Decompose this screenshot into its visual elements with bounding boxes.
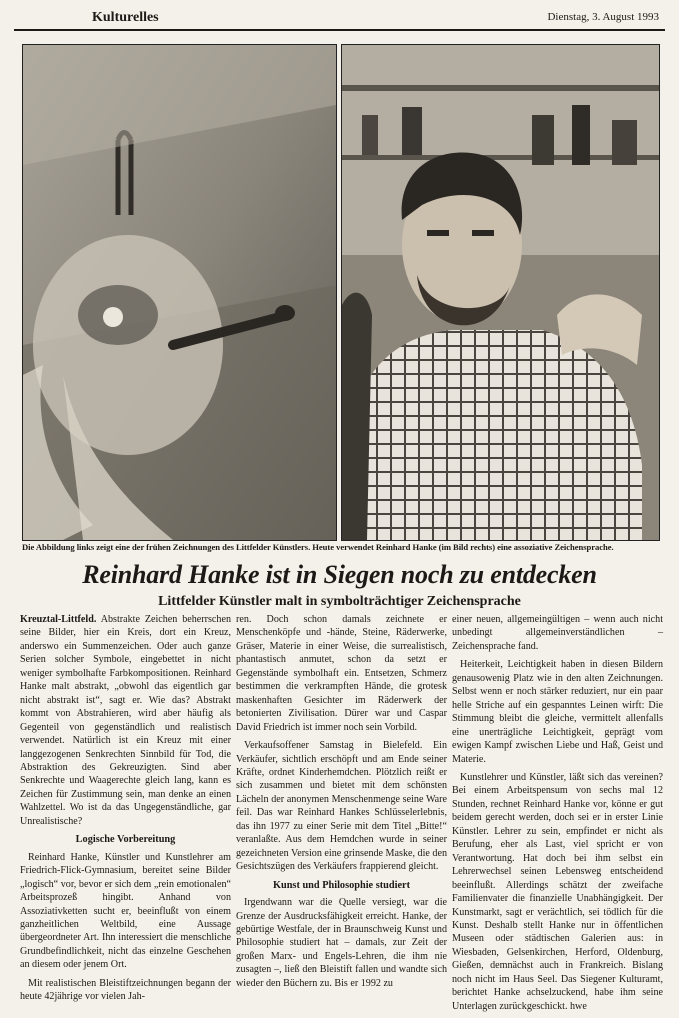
section-subheading: Kunst und Philosophie studiert	[272, 879, 411, 891]
article-subheadline: Littfelder Künstler malt in symbolträchtiger Zeichensprache	[158, 594, 521, 609]
article-paragraph: Mit realistischen Bleistiftzeichnungen begann der heute 42jährige vor vielen Jah-	[20, 977, 231, 1003]
article-column-1	[20, 613, 231, 1009]
page-header	[14, 6, 665, 30]
paragraph-text: Abstrakte Zeichen beherrschen seine Bilder, hier ein Kreis, dort ein Kreuz, anderswo ein Summenzeichen. Oder auch ganze Serien solcher Symbole, eingebettet in nicht weniger symbolhafte Farbkompositionen. Reinhard Hanke malt abstrakt, „obwohl das eigentlich gar nicht abstrakt ist“, sagt er. Wie das? Abstrakt kommt von Abstrahieren, wird aber häufig als Gegenteil von gegenständlich und realistisch verwendet. Natürlich ist ein Kreuz mit einer langgezogenen Senkrechten Sinnbild für Tod, die Abstraktion des Gekreuzigten. Sind aber Senkrechte und Waagerechte gleich lang, kann es Zeichen für Zustimmung sein, man denke an einen Wahlzettel. Wo ist da das Ungegenständliche, gar Unrealistische?	[20, 614, 231, 827]
article-paragraph: einer neuen, allgemeingültigen – wenn auch nicht unbedingt allgemeinverständlichen – Zeichensprache fand.	[452, 614, 663, 652]
drawing-figure-icon	[23, 45, 336, 540]
header-rule	[14, 29, 665, 31]
article-column-3	[452, 613, 663, 1018]
article-paragraph: Kunstlehrer und Künstler, läßt sich das vereinen? Bei einem Arbeitspensum von sechs mal 12 Stunden, rechnet Reinhard Hanke vor, könne er gut beidem gerecht werden, doch sei er in erster Linie Künstler. Lehrer zu sein, empfindet er nicht als Berufung, eher als Last, viel spricht er von Verantwortung. Hat doch bei ihm selbst ein Lehrerwechsel seinen Lebensweg entscheidend beeinflußt. Allerdings schätzt der zweifache Familienvater die finanzielle Unabhängigkeit. Der Kunstmarkt, sagt er verächtlich, sei tödlich für die Kunst. Deshalb stellt Hanke nur in öffentlichen Museen oder städtischen Galerien aus: in Wiesbaden, Gelsenkirchen, Herford, Oldenburg, Gießen, demnächst auch in Frankreich. Bislang noch nicht im Haus Seel. Das Siegener Kulturamt, berichtet Hanke achselzuckend, habe ihm seine Unterlagen zurückgeschickt. hwe	[452, 771, 663, 1012]
article-paragraph: Heiterkeit, Leichtigkeit haben in diesen Bildern genausowenig Platz wie in den alten Zeichnungen. Selbst wenn er noch stärker reduziert, nur ein paar helle Striche auf ein gespanntes Leinen wirft: Die Stimmung bleibt die gleiche, vermittelt allenfalls eine unerträgliche Leichtigkeit, geprägt vom ewigen Kampf zwischen Liebe und Haß, Geist und Materie.	[452, 659, 663, 765]
section-subheading: Logische Vorbereitung	[75, 834, 176, 846]
article-paragraph: Verkaufsoffener Samstag in Bielefeld. Ein Verkäufer, sichtlich erschöpft und am Ende seiner Kräfte, ordnet Kinderhemdchen. Plötzlich reißt er sich zusammen und bietet mit dem schönsten Lächeln der anonymen Menschenmenge seine Ware feil. Das war Reinhard Hankes Schlüsselerlebnis, das ihn 1977 zu einer Serie mit dem Titel „Bitte!“ veranlaßte. Aus dem Hemdchen wurde in seiner gezeichneten Version eine grinsende Maske, die den Gesichtszügen des Verkäufers frappierend gleicht.	[236, 740, 447, 873]
photo-caption: Die Abbildung links zeigt eine der frühen Zeichnungen des Littfelder Künstlers. Heute verwendet Reinhard Hanke (im Bild rechts) eine assoziative Zeichensprache.	[22, 542, 614, 552]
article-paragraph: Reinhard Hanke, Künstler und Kunstlehrer am Friedrich-Flick-Gymnasium, bereitet seine Bilder „logisch“ vor, bevor er sich dem „rein emotionalen“ Arbeitsprozeß hingibt. Anhand von Assoziativketten sucht er, beeinflußt von einem ganzheitlichen Weltbild, eine Aussage übergeordneter Art. Ihn interessiert die menschliche Grundbefindlichkeit, nicht das einzelne Geschehen an diesem oder jenem Ort.	[20, 851, 231, 971]
article-column-2	[236, 613, 447, 995]
article-paragraph: Irgendwann war die Quelle versiegt, war die Grenze der Ausdrucksfähigkeit erreicht. Hanke, der gebürtige Westfale, der in Braunschweig Kunst und Philosophie studiert hat – damals, zur Zeit der großen Marx- und Engels-Lehren, die ihm nie zusagten –, ließ den Bleistift fallen und wandte sich wieder den Büchern zu. Bis er 1992 zu	[236, 897, 447, 989]
dateline: Kreuztal-Littfeld.	[20, 614, 97, 625]
portrait-photo-icon	[342, 45, 659, 540]
portrait-image	[341, 44, 660, 541]
section-title: Kulturelles	[92, 10, 159, 25]
article-paragraph	[20, 613, 231, 828]
article-headline: Reinhard Hanke ist in Siegen noch zu entdecken	[82, 560, 597, 589]
article-paragraph: ren. Doch schon damals zeichnete er Menschenköpfe und -hände, Steine, Räderwerke, Gräser, Materie in einer Weise, die surrealistisch, phantastisch anmutet, schon da setzt er Gegenstände symbolhaft ein. Entsetzen, Schmerz bestimmen die verkrampften Hände, die grotesk maskenhaften Gesichter im Räderwerk der betonierten Zivilisation. Dürer war und Caspar David Friedrich ist immer noch sein Vorbild.	[236, 614, 447, 733]
drawing-image	[22, 44, 337, 541]
issue-date: Dienstag, 3. August 1993	[547, 11, 659, 23]
